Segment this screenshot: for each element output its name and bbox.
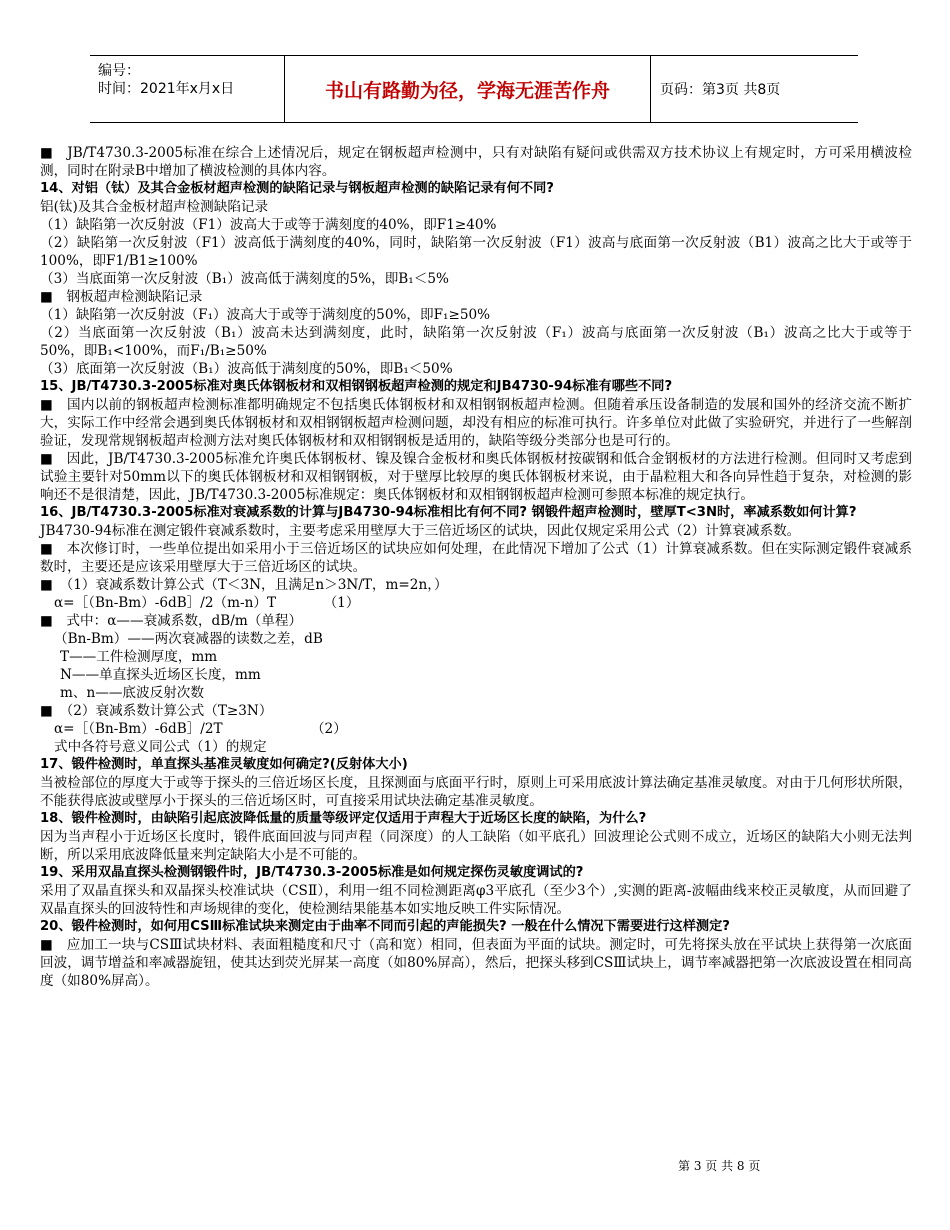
paragraph: ■ 因此，JB/T4730.3-2005标准允许奥氏体钢板材、镍及镍合金板材和奥氏体钢板材按碳钢和低合金钢板材的方法进行检测。但同时又考虑到试验主要针对50mm以下的奥氏体钢板材和双相钢钢板，对于壁厚比较厚的奥氏体钢板材来说，由于晶粒粗大和各向异性趋于复杂，对检测的影响还不是很清楚，因此，JB/T4730.3-2005标准规定：奥氏体钢板材和双相钢钢板超声检测可参照本标准的规定执行。 [40, 451, 912, 503]
question-17: 17、锻件检测时，单直探头基准灵敏度如何确定?(反射体大小) [40, 757, 408, 772]
number-label: 编号： [98, 63, 140, 79]
paragraph: 因为当声程小于近场区长度时，锻件底面回波与同声程（同深度）的人工缺陷（如平底孔）回波理论公式则不成立，近场区的缺陷大小则无法判断，所以采用底波降低量来判定缺陷大小是不可能的。 [40, 829, 912, 863]
formula-1-condition: ■ （1）衰减系数计算公式（T＜3N，且满足n＞3N/T，m=2n，） [40, 577, 448, 593]
paragraph: （3）底面第一次反射波（B₁）波高低于满刻度的50%，即B₁＜50% [40, 361, 453, 377]
formula-legend: ■ 式中：α——衰减系数，dB/m（单程） [40, 613, 303, 629]
paragraph: ■ 钢板超声检测缺陷记录 [40, 289, 203, 305]
paragraph: （2）当底面第一次反射波（B₁）波高未达到满刻度，此时，缺陷第一次反射波（F₁）波高与底面第一次反射波（B₁）波高之比大于或等于50%，即B₁<100%，而F₁/B₁≥50% [40, 325, 912, 359]
paragraph: ■ 应加工一块与CSⅢ试块材料、表面粗糙度和尺寸（高和宽）相同，但表面为平面的试块。测定时，可先将探头放在平试块上获得第一次底面回波，调节增益和率减器旋钮，使其达到荧光屏某一高度（如80%屏高），然后，把探头移到CSⅢ试块上，调节率减器把第一次底波设置在相同高度（如80%屏高）。 [40, 937, 912, 989]
question-20: 20、锻件检测时，如何用CSⅢ标准试块来测定由于曲率不同而引起的声能损失? 一般在什么情况下需要进行这样测定? [40, 919, 730, 934]
header-motto: 书山有路勤为径，学海无涯苦作舟 [285, 56, 651, 122]
formula-note: 式中各符号意义同公式（1）的规定 [54, 739, 267, 755]
formula-legend-item: m、n——底波反射次数 [60, 685, 204, 701]
question-14: 14、对铝（钛）及其合金板材超声检测的缺陷记录与钢板超声检测的缺陷记录有何不同? [40, 181, 554, 196]
question-15: 15、JB/T4730.3-2005标准对奥氏体钢板材和双相钢钢板超声检测的规定和JB4730-94标准有哪些不同? [40, 379, 673, 394]
paragraph: 当被检部位的厚度大于或等于探头的三倍近场区长度，且探测面与底面平行时，原则上可采用底波计算法确定基准灵敏度。对由于几何形状所限，不能获得底波或壁厚小于探头的三倍近场区时，可直接采用试块法确定基准灵敏度。 [40, 775, 912, 809]
paragraph: JB4730-94标准在测定锻件衰减系数时，主要考虑采用壁厚大于三倍近场区的试块，因此仅规定采用公式（2）计算衰减系数。 [40, 523, 801, 539]
paragraph: （2）缺陷第一次反射波（F1）波高低于满刻度的40%，同时，缺陷第一次反射波（F1）波高与底面第一次反射波（B1）波高之比大于或等于100%，即F1/B1≥100% [40, 235, 912, 269]
page-footer: 第 3 页 共 8 页 [678, 1159, 761, 1173]
formula-legend-item: （Bn-Bm）——两次衰减器的读数之差，dB [54, 631, 323, 647]
header-meta [90, 56, 285, 122]
page-header [90, 55, 858, 123]
question-19: 19、采用双晶直探头检测钢锻件时，JB/T4730.3-2005标准是如何规定探伤灵敏度调试的? [40, 865, 584, 880]
formula-legend-item: T——工件检测厚度，mm [60, 649, 218, 665]
paragraph: ■ 本次修订时，一些单位提出如采用小于三倍近场区的试块应如何处理，在此情况下增加了公式（1）计算衰减系数。但在实际测定锻件衰减系数时，主要还是应该采用壁厚大于三倍近场区的试块。 [40, 541, 912, 575]
formula-1: α=［（Bn-Bm）-6dB］/2（m-n）T （1） [54, 595, 360, 611]
paragraph: ■ 国内以前的钢板超声检测标准都明确规定不包括奥氏体钢板材和双相钢钢板超声检测。但随着承压设备制造的发展和国外的经济交流不断扩大，实际工作中经常会遇到奥氏体钢板材和双相钢钢板超声检测问题，却没有相应的标准可执行。许多单位对此做了实验研究，并进行了一些解剖验证，发现常规钢板超声检测方法对奥氏体钢板材和双相钢钢板是适用的，缺陷等级分类部分也是可行的。 [40, 397, 912, 449]
paragraph: （3）当底面第一次反射波（B₁）波高低于满刻度的5%，即B₁＜5% [40, 271, 449, 287]
paragraph: 铝(钛)及其合金板材超声检测缺陷记录 [40, 199, 269, 215]
paragraph: （1）缺陷第一次反射波（F1）波高大于或等于满刻度的40%，即F1≥40% [40, 217, 497, 233]
question-16: 16、JB/T4730.3-2005标准对衰减系数的计算与JB4730-94标准相比有何不同? 钢锻件超声检测时，壁厚T<3N时，率减系数如何计算? [40, 505, 857, 520]
formula-legend-item: N——单直探头近场区长度，mm [60, 667, 261, 683]
paragraph: ■ JB/T4730.3-2005标准在综合上述情况后，规定在钢板超声检测中，只有对缺陷有疑问或供需双方技术协议上有规定时，方可采用横波检测，同时在附录B中增加了横波检测的具体内容。 [40, 145, 912, 179]
question-18: 18、锻件检测时，由缺陷引起底波降低量的质量等级评定仅适用于声程大于近场区长度的缺陷，为什么? [40, 811, 647, 826]
time-label: 时间：2021年x月x日 [98, 81, 235, 97]
paragraph: （1）缺陷第一次反射波（F₁）波高大于或等于满刻度的50%，即F₁≥50% [40, 307, 491, 323]
formula-2: α=［（Bn-Bm）-6dB］/2T （2） [54, 721, 347, 737]
header-page-info: 页码：第3页 共8页 [660, 82, 781, 98]
formula-2-condition: ■ （2）衰减系数计算公式（T≥3N） [40, 703, 273, 719]
paragraph: 采用了双晶直探头和双晶探头校准试块（CSⅡ），利用一组不同检测距离φ3平底孔（至少3个）,实测的距离-波幅曲线来校正灵敏度，从而回避了双晶直探头的回波特性和声场规律的变化，使检测结果能基本如实地反映工件实际情况。 [40, 883, 912, 917]
document-body [40, 144, 912, 990]
